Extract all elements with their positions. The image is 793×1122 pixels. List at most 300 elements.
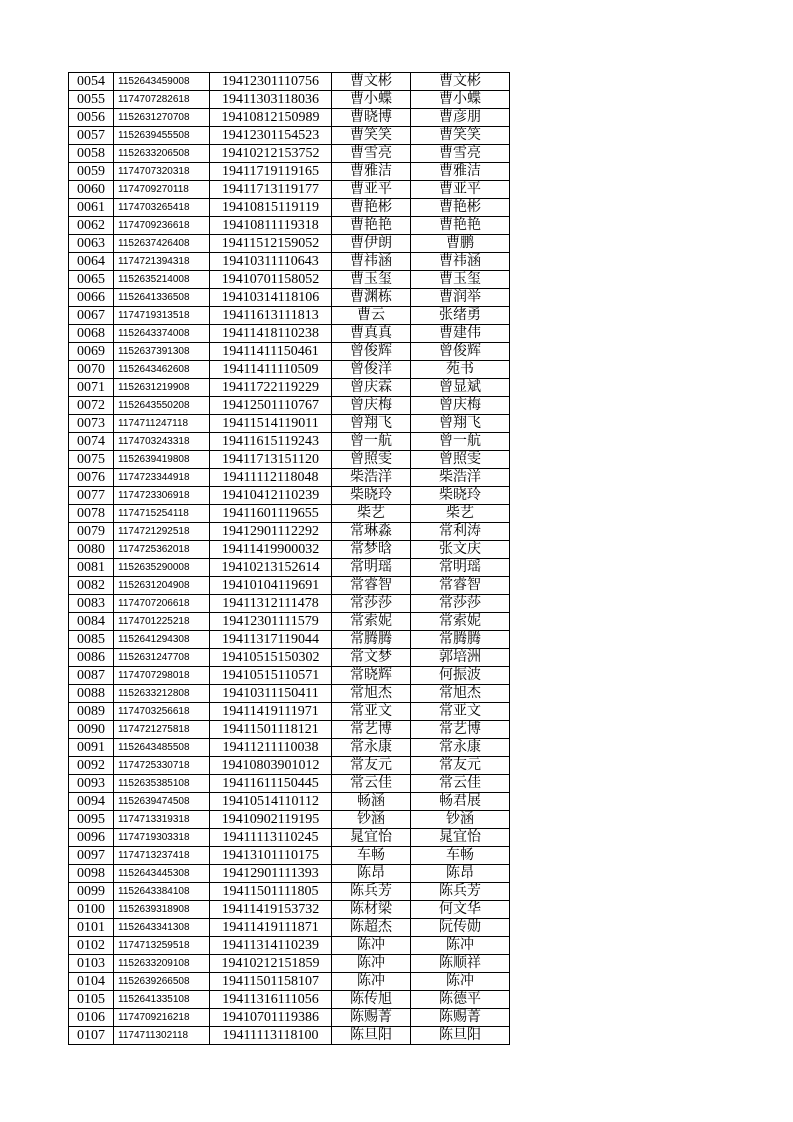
id-number-cell: 1174707320318 bbox=[114, 163, 210, 181]
id-number-cell: 1152643459008 bbox=[114, 73, 210, 91]
id-number-cell: 1174701225218 bbox=[114, 613, 210, 631]
seq-cell: 0067 bbox=[69, 307, 114, 325]
name-cell: 曹亚平 bbox=[332, 181, 411, 199]
name-cell: 曾俊洋 bbox=[332, 361, 411, 379]
table-row bbox=[69, 775, 510, 793]
table-row bbox=[69, 235, 510, 253]
exam-number-cell: 19411501158107 bbox=[210, 973, 332, 991]
exam-number-cell: 19411411110509 bbox=[210, 361, 332, 379]
seq-cell: 0064 bbox=[69, 253, 114, 271]
name-cell: 曹祎涵 bbox=[332, 253, 411, 271]
name-cell: 陈材梁 bbox=[332, 901, 411, 919]
name-cell-2: 柴艺 bbox=[411, 505, 510, 523]
seq-cell: 0089 bbox=[69, 703, 114, 721]
table-row bbox=[69, 397, 510, 415]
name-cell-2: 畅君展 bbox=[411, 793, 510, 811]
seq-cell: 0102 bbox=[69, 937, 114, 955]
name-cell: 陈传旭 bbox=[332, 991, 411, 1009]
seq-cell: 0058 bbox=[69, 145, 114, 163]
table-row bbox=[69, 1009, 510, 1027]
seq-cell: 0066 bbox=[69, 289, 114, 307]
seq-cell: 0069 bbox=[69, 343, 114, 361]
id-number-cell: 1152635385108 bbox=[114, 775, 210, 793]
id-number-cell: 1174713319318 bbox=[114, 811, 210, 829]
seq-cell: 0072 bbox=[69, 397, 114, 415]
table-row bbox=[69, 919, 510, 937]
seq-cell: 0054 bbox=[69, 73, 114, 91]
id-number-cell: 1152643384108 bbox=[114, 883, 210, 901]
exam-number-cell: 19411303118036 bbox=[210, 91, 332, 109]
data-table bbox=[68, 72, 510, 1045]
name-cell: 常莎莎 bbox=[332, 595, 411, 613]
id-number-cell: 1152631247708 bbox=[114, 649, 210, 667]
table-row bbox=[69, 415, 510, 433]
table-row bbox=[69, 667, 510, 685]
name-cell-2: 曹雪亮 bbox=[411, 145, 510, 163]
exam-number-cell: 19410701158052 bbox=[210, 271, 332, 289]
exam-number-cell: 19410803901012 bbox=[210, 757, 332, 775]
table-row bbox=[69, 865, 510, 883]
name-cell: 常亚文 bbox=[332, 703, 411, 721]
table-row bbox=[69, 595, 510, 613]
name-cell: 陈昂 bbox=[332, 865, 411, 883]
id-number-cell: 1152635290008 bbox=[114, 559, 210, 577]
table-row bbox=[69, 469, 510, 487]
name-cell-2: 曾一航 bbox=[411, 433, 510, 451]
id-number-cell: 1152631270708 bbox=[114, 109, 210, 127]
name-cell: 钞涵 bbox=[332, 811, 411, 829]
table-row bbox=[69, 811, 510, 829]
name-cell: 常梦晗 bbox=[332, 541, 411, 559]
id-number-cell: 1152639266508 bbox=[114, 973, 210, 991]
name-cell-2: 常明瑶 bbox=[411, 559, 510, 577]
name-cell-2: 常索妮 bbox=[411, 613, 510, 631]
seq-cell: 0095 bbox=[69, 811, 114, 829]
exam-number-cell: 19410815119119 bbox=[210, 199, 332, 217]
exam-number-cell: 19410314118106 bbox=[210, 289, 332, 307]
seq-cell: 0083 bbox=[69, 595, 114, 613]
id-number-cell: 1174709270118 bbox=[114, 181, 210, 199]
table-row bbox=[69, 109, 510, 127]
seq-cell: 0085 bbox=[69, 631, 114, 649]
seq-cell: 0071 bbox=[69, 379, 114, 397]
id-number-cell: 1152643445308 bbox=[114, 865, 210, 883]
exam-number-cell: 19411419900032 bbox=[210, 541, 332, 559]
name-cell-2: 曹彦朋 bbox=[411, 109, 510, 127]
exam-number-cell: 19411613111813 bbox=[210, 307, 332, 325]
name-cell: 曾翔飞 bbox=[332, 415, 411, 433]
exam-number-cell: 19412501110767 bbox=[210, 397, 332, 415]
name-cell-2: 曹小蝶 bbox=[411, 91, 510, 109]
id-number-cell: 1152643485508 bbox=[114, 739, 210, 757]
name-cell-2: 陈兵芳 bbox=[411, 883, 510, 901]
seq-cell: 0105 bbox=[69, 991, 114, 1009]
name-cell-2: 曹玉玺 bbox=[411, 271, 510, 289]
table-row bbox=[69, 361, 510, 379]
name-cell: 曾俊辉 bbox=[332, 343, 411, 361]
name-cell: 陈冲 bbox=[332, 937, 411, 955]
name-cell-2: 陈冲 bbox=[411, 973, 510, 991]
name-cell: 常明瑶 bbox=[332, 559, 411, 577]
table-row bbox=[69, 703, 510, 721]
seq-cell: 0106 bbox=[69, 1009, 114, 1027]
seq-cell: 0074 bbox=[69, 433, 114, 451]
table-row bbox=[69, 307, 510, 325]
name-cell: 晁宜怡 bbox=[332, 829, 411, 847]
seq-cell: 0078 bbox=[69, 505, 114, 523]
seq-cell: 0060 bbox=[69, 181, 114, 199]
table-row bbox=[69, 91, 510, 109]
exam-number-cell: 19410412110239 bbox=[210, 487, 332, 505]
exam-number-cell: 19411211110038 bbox=[210, 739, 332, 757]
name-cell-2: 郭培洲 bbox=[411, 649, 510, 667]
exam-number-cell: 19411611150445 bbox=[210, 775, 332, 793]
id-number-cell: 1174721275818 bbox=[114, 721, 210, 739]
exam-number-cell: 19411722119229 bbox=[210, 379, 332, 397]
table-row bbox=[69, 541, 510, 559]
name-cell-2: 曾翔飞 bbox=[411, 415, 510, 433]
name-cell-2: 曾俊辉 bbox=[411, 343, 510, 361]
id-number-cell: 1152633206508 bbox=[114, 145, 210, 163]
exam-number-cell: 19410515150302 bbox=[210, 649, 332, 667]
seq-cell: 0107 bbox=[69, 1027, 114, 1045]
name-cell: 曹云 bbox=[332, 307, 411, 325]
table-row bbox=[69, 1027, 510, 1045]
exam-number-cell: 19413101110175 bbox=[210, 847, 332, 865]
seq-cell: 0103 bbox=[69, 955, 114, 973]
table-row bbox=[69, 901, 510, 919]
id-number-cell: 1174709236618 bbox=[114, 217, 210, 235]
name-cell: 陈冲 bbox=[332, 955, 411, 973]
id-number-cell: 1174711302118 bbox=[114, 1027, 210, 1045]
name-cell-2: 陈冲 bbox=[411, 937, 510, 955]
seq-cell: 0088 bbox=[69, 685, 114, 703]
name-cell: 曹真真 bbox=[332, 325, 411, 343]
seq-cell: 0080 bbox=[69, 541, 114, 559]
seq-cell: 0082 bbox=[69, 577, 114, 595]
seq-cell: 0075 bbox=[69, 451, 114, 469]
table-row bbox=[69, 523, 510, 541]
name-cell: 陈旦阳 bbox=[332, 1027, 411, 1045]
exam-number-cell: 19412901112292 bbox=[210, 523, 332, 541]
name-cell-2: 陈顺祥 bbox=[411, 955, 510, 973]
exam-number-cell: 19411418110238 bbox=[210, 325, 332, 343]
name-cell: 陈兵芳 bbox=[332, 883, 411, 901]
id-number-cell: 1174703256618 bbox=[114, 703, 210, 721]
table-row bbox=[69, 451, 510, 469]
name-cell-2: 陈德平 bbox=[411, 991, 510, 1009]
id-number-cell: 1152643341308 bbox=[114, 919, 210, 937]
seq-cell: 0061 bbox=[69, 199, 114, 217]
name-cell: 曹笑笑 bbox=[332, 127, 411, 145]
name-cell: 常腾腾 bbox=[332, 631, 411, 649]
table-row bbox=[69, 379, 510, 397]
exam-number-cell: 19411419111871 bbox=[210, 919, 332, 937]
name-cell-2: 车畅 bbox=[411, 847, 510, 865]
table-row bbox=[69, 505, 510, 523]
table-row bbox=[69, 631, 510, 649]
table-row bbox=[69, 163, 510, 181]
seq-cell: 0055 bbox=[69, 91, 114, 109]
table-row bbox=[69, 433, 510, 451]
name-cell-2: 何文华 bbox=[411, 901, 510, 919]
seq-cell: 0073 bbox=[69, 415, 114, 433]
id-number-cell: 1152635214008 bbox=[114, 271, 210, 289]
id-number-cell: 1174725362018 bbox=[114, 541, 210, 559]
id-number-cell: 1152633209108 bbox=[114, 955, 210, 973]
name-cell: 曹玉玺 bbox=[332, 271, 411, 289]
exam-number-cell: 19411514119011 bbox=[210, 415, 332, 433]
id-number-cell: 1152643374008 bbox=[114, 325, 210, 343]
name-cell-2: 钞涵 bbox=[411, 811, 510, 829]
name-cell-2: 陈昂 bbox=[411, 865, 510, 883]
exam-number-cell: 19410311150411 bbox=[210, 685, 332, 703]
id-number-cell: 1152639455508 bbox=[114, 127, 210, 145]
exam-number-cell: 19410811119318 bbox=[210, 217, 332, 235]
name-cell: 柴艺 bbox=[332, 505, 411, 523]
name-cell-2: 常腾腾 bbox=[411, 631, 510, 649]
seq-cell: 0096 bbox=[69, 829, 114, 847]
name-cell: 常文梦 bbox=[332, 649, 411, 667]
name-cell: 常索妮 bbox=[332, 613, 411, 631]
id-number-cell: 1174725330718 bbox=[114, 757, 210, 775]
name-cell-2: 常莎莎 bbox=[411, 595, 510, 613]
table-row bbox=[69, 793, 510, 811]
seq-cell: 0098 bbox=[69, 865, 114, 883]
id-number-cell: 1174711247118 bbox=[114, 415, 210, 433]
id-number-cell: 1174713259518 bbox=[114, 937, 210, 955]
seq-cell: 0087 bbox=[69, 667, 114, 685]
exam-number-cell: 19411719119165 bbox=[210, 163, 332, 181]
exam-number-cell: 19410701119386 bbox=[210, 1009, 332, 1027]
name-cell-2: 常艺博 bbox=[411, 721, 510, 739]
name-cell: 畅涵 bbox=[332, 793, 411, 811]
exam-number-cell: 19410212153752 bbox=[210, 145, 332, 163]
name-cell: 曾庆霖 bbox=[332, 379, 411, 397]
exam-number-cell: 19410104119691 bbox=[210, 577, 332, 595]
id-number-cell: 1152641335108 bbox=[114, 991, 210, 1009]
name-cell: 柴浩洋 bbox=[332, 469, 411, 487]
table-row bbox=[69, 649, 510, 667]
exam-number-cell: 19411113110245 bbox=[210, 829, 332, 847]
seq-cell: 0070 bbox=[69, 361, 114, 379]
name-cell-2: 曹亚平 bbox=[411, 181, 510, 199]
exam-number-cell: 19411501118121 bbox=[210, 721, 332, 739]
name-cell: 常琳淼 bbox=[332, 523, 411, 541]
id-number-cell: 1174719303318 bbox=[114, 829, 210, 847]
table-row bbox=[69, 289, 510, 307]
name-cell: 常永康 bbox=[332, 739, 411, 757]
seq-cell: 0077 bbox=[69, 487, 114, 505]
id-number-cell: 1174707206618 bbox=[114, 595, 210, 613]
seq-cell: 0059 bbox=[69, 163, 114, 181]
name-cell: 陈冲 bbox=[332, 973, 411, 991]
id-number-cell: 1152631219908 bbox=[114, 379, 210, 397]
seq-cell: 0057 bbox=[69, 127, 114, 145]
name-cell: 曹艳艳 bbox=[332, 217, 411, 235]
table-row bbox=[69, 613, 510, 631]
table-row bbox=[69, 955, 510, 973]
id-number-cell: 1174709216218 bbox=[114, 1009, 210, 1027]
id-number-cell: 1174721292518 bbox=[114, 523, 210, 541]
name-cell-2: 常云佳 bbox=[411, 775, 510, 793]
name-cell-2: 何振波 bbox=[411, 667, 510, 685]
exam-number-cell: 19411501111805 bbox=[210, 883, 332, 901]
id-number-cell: 1152641294308 bbox=[114, 631, 210, 649]
table-row bbox=[69, 559, 510, 577]
name-cell: 曾照雯 bbox=[332, 451, 411, 469]
seq-cell: 0097 bbox=[69, 847, 114, 865]
exam-number-cell: 19412301110756 bbox=[210, 73, 332, 91]
name-cell: 常旭杰 bbox=[332, 685, 411, 703]
name-cell: 常晓辉 bbox=[332, 667, 411, 685]
exam-number-cell: 19411419153732 bbox=[210, 901, 332, 919]
name-cell: 曹艳彬 bbox=[332, 199, 411, 217]
exam-number-cell: 19410212151859 bbox=[210, 955, 332, 973]
table-row bbox=[69, 325, 510, 343]
name-cell: 常睿智 bbox=[332, 577, 411, 595]
seq-cell: 0063 bbox=[69, 235, 114, 253]
table-row bbox=[69, 991, 510, 1009]
exam-number-cell: 19411316111056 bbox=[210, 991, 332, 1009]
name-cell-2: 曹笑笑 bbox=[411, 127, 510, 145]
id-number-cell: 1152643462608 bbox=[114, 361, 210, 379]
id-number-cell: 1152641336508 bbox=[114, 289, 210, 307]
table-row bbox=[69, 757, 510, 775]
seq-cell: 0092 bbox=[69, 757, 114, 775]
seq-cell: 0081 bbox=[69, 559, 114, 577]
name-cell-2: 晁宜怡 bbox=[411, 829, 510, 847]
table-row bbox=[69, 127, 510, 145]
name-cell-2: 曹艳彬 bbox=[411, 199, 510, 217]
table-row bbox=[69, 343, 510, 361]
id-number-cell: 1152631204908 bbox=[114, 577, 210, 595]
seq-cell: 0104 bbox=[69, 973, 114, 991]
seq-cell: 0086 bbox=[69, 649, 114, 667]
table-row bbox=[69, 847, 510, 865]
id-number-cell: 1152643550208 bbox=[114, 397, 210, 415]
seq-cell: 0099 bbox=[69, 883, 114, 901]
seq-cell: 0084 bbox=[69, 613, 114, 631]
exam-number-cell: 19411419111971 bbox=[210, 703, 332, 721]
id-number-cell: 1152639419808 bbox=[114, 451, 210, 469]
seq-cell: 0076 bbox=[69, 469, 114, 487]
id-number-cell: 1152639318908 bbox=[114, 901, 210, 919]
exam-number-cell: 19410514110112 bbox=[210, 793, 332, 811]
id-number-cell: 1152637426408 bbox=[114, 235, 210, 253]
name-cell-2: 曾照雯 bbox=[411, 451, 510, 469]
id-number-cell: 1174713237418 bbox=[114, 847, 210, 865]
seq-cell: 0079 bbox=[69, 523, 114, 541]
exam-number-cell: 19412301111579 bbox=[210, 613, 332, 631]
name-cell-2: 常永康 bbox=[411, 739, 510, 757]
exam-number-cell: 19411512159052 bbox=[210, 235, 332, 253]
name-cell: 曹晓博 bbox=[332, 109, 411, 127]
name-cell-2: 常利涛 bbox=[411, 523, 510, 541]
name-cell-2: 常旭杰 bbox=[411, 685, 510, 703]
name-cell: 曾庆梅 bbox=[332, 397, 411, 415]
name-cell-2: 张文庆 bbox=[411, 541, 510, 559]
name-cell: 陈超杰 bbox=[332, 919, 411, 937]
id-number-cell: 1174703243318 bbox=[114, 433, 210, 451]
name-cell-2: 曹鹏 bbox=[411, 235, 510, 253]
seq-cell: 0093 bbox=[69, 775, 114, 793]
name-cell-2: 曹艳艳 bbox=[411, 217, 510, 235]
exam-number-cell: 19410812150989 bbox=[210, 109, 332, 127]
name-cell-2: 曾显斌 bbox=[411, 379, 510, 397]
table-row bbox=[69, 829, 510, 847]
seq-cell: 0101 bbox=[69, 919, 114, 937]
name-cell: 柴晓玲 bbox=[332, 487, 411, 505]
table-row bbox=[69, 253, 510, 271]
name-cell-2: 陈旦阳 bbox=[411, 1027, 510, 1045]
exam-number-cell: 19411112118048 bbox=[210, 469, 332, 487]
name-cell-2: 常友元 bbox=[411, 757, 510, 775]
exam-number-cell: 19410311110643 bbox=[210, 253, 332, 271]
exam-number-cell: 19411317119044 bbox=[210, 631, 332, 649]
exam-number-cell: 19412301154523 bbox=[210, 127, 332, 145]
name-cell: 曹小蝶 bbox=[332, 91, 411, 109]
table-row bbox=[69, 937, 510, 955]
name-cell-2: 阮传勋 bbox=[411, 919, 510, 937]
seq-cell: 0065 bbox=[69, 271, 114, 289]
seq-cell: 0094 bbox=[69, 793, 114, 811]
table-row bbox=[69, 973, 510, 991]
name-cell-2: 曹祎涵 bbox=[411, 253, 510, 271]
seq-cell: 0100 bbox=[69, 901, 114, 919]
table-row bbox=[69, 721, 510, 739]
name-cell-2: 曹文彬 bbox=[411, 73, 510, 91]
name-cell: 曹渊栋 bbox=[332, 289, 411, 307]
id-number-cell: 1174703265418 bbox=[114, 199, 210, 217]
name-cell: 曹雅洁 bbox=[332, 163, 411, 181]
seq-cell: 0091 bbox=[69, 739, 114, 757]
exam-number-cell: 19412901111393 bbox=[210, 865, 332, 883]
table-row bbox=[69, 199, 510, 217]
id-number-cell: 1174715254118 bbox=[114, 505, 210, 523]
name-cell-2: 陈赐菁 bbox=[411, 1009, 510, 1027]
exam-number-cell: 19411713119177 bbox=[210, 181, 332, 199]
table-row bbox=[69, 217, 510, 235]
table-row bbox=[69, 739, 510, 757]
seq-cell: 0056 bbox=[69, 109, 114, 127]
id-number-cell: 1152639474508 bbox=[114, 793, 210, 811]
exam-number-cell: 19411113118100 bbox=[210, 1027, 332, 1045]
exam-number-cell: 19411411150461 bbox=[210, 343, 332, 361]
name-cell: 曹伊朗 bbox=[332, 235, 411, 253]
name-cell: 常友元 bbox=[332, 757, 411, 775]
seq-cell: 0090 bbox=[69, 721, 114, 739]
table-row bbox=[69, 145, 510, 163]
table-row bbox=[69, 487, 510, 505]
name-cell: 曾一航 bbox=[332, 433, 411, 451]
name-cell-2: 曾庆梅 bbox=[411, 397, 510, 415]
name-cell-2: 常亚文 bbox=[411, 703, 510, 721]
name-cell-2: 曹润举 bbox=[411, 289, 510, 307]
id-number-cell: 1174721394318 bbox=[114, 253, 210, 271]
exam-number-cell: 19410902119195 bbox=[210, 811, 332, 829]
table-row bbox=[69, 181, 510, 199]
exam-number-cell: 19410213152614 bbox=[210, 559, 332, 577]
name-cell: 常艺博 bbox=[332, 721, 411, 739]
name-cell: 曹雪亮 bbox=[332, 145, 411, 163]
id-number-cell: 1174707298018 bbox=[114, 667, 210, 685]
table-row bbox=[69, 271, 510, 289]
exam-number-cell: 19410515110571 bbox=[210, 667, 332, 685]
id-number-cell: 1174723306918 bbox=[114, 487, 210, 505]
name-cell: 曹文彬 bbox=[332, 73, 411, 91]
table-row bbox=[69, 73, 510, 91]
